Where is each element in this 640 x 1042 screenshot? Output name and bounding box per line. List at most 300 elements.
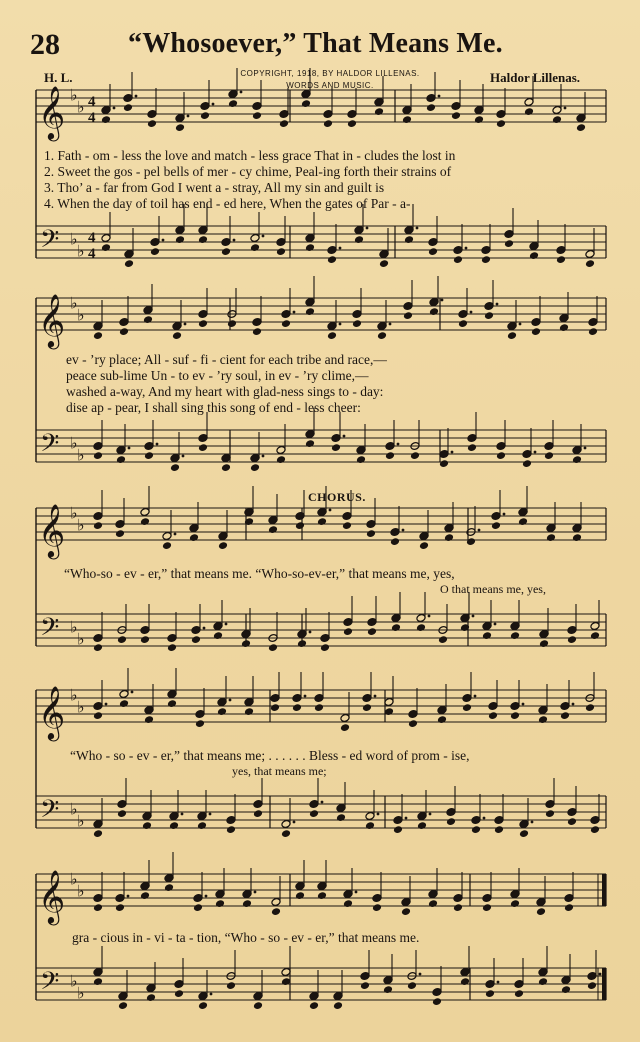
dot xyxy=(162,239,165,242)
chorus-line-2: “Who - so - ev - er,” that means me; . . . . . . Bless - ed word of prom - ise, xyxy=(70,748,470,763)
note-head xyxy=(401,907,411,916)
note-head xyxy=(93,903,103,912)
dot xyxy=(229,699,232,702)
note-head xyxy=(404,235,414,244)
note-head xyxy=(276,455,286,464)
dot xyxy=(478,529,481,532)
note-head xyxy=(117,809,127,818)
note-head xyxy=(585,259,595,268)
note-head xyxy=(253,809,263,818)
verse-4-line-b: dise ap - pear, I shall sing this song of end - less cheer: xyxy=(66,400,361,415)
note-head xyxy=(221,247,231,256)
note-head xyxy=(564,903,574,912)
note-head xyxy=(365,821,375,830)
note-head xyxy=(410,451,420,460)
dot xyxy=(135,95,138,98)
note-head xyxy=(305,307,315,316)
note-head xyxy=(115,903,125,912)
dot xyxy=(374,695,377,698)
dot xyxy=(212,103,215,106)
dot xyxy=(519,323,522,326)
note-head xyxy=(172,331,182,340)
dot xyxy=(465,247,468,250)
dot xyxy=(113,107,116,110)
note-head xyxy=(514,989,524,998)
dot xyxy=(156,443,159,446)
note-head xyxy=(252,111,262,120)
time-signature-bottom: 4 xyxy=(88,246,96,262)
copyright-line: COPYRIGHT, 1918, BY HALDOR LILLENAS. xyxy=(240,69,420,78)
time-signature-top: 4 xyxy=(88,94,96,110)
note-head xyxy=(270,703,280,712)
dot xyxy=(419,973,422,976)
note-head xyxy=(147,119,157,128)
dot xyxy=(429,813,432,816)
note-head xyxy=(118,1001,128,1010)
dot xyxy=(210,993,213,996)
note-head xyxy=(215,899,225,908)
note-head xyxy=(162,541,172,550)
note-head xyxy=(419,541,429,550)
note-head xyxy=(213,631,223,640)
flat-icon: ♭ xyxy=(77,985,85,1003)
note-head xyxy=(323,119,333,128)
dot xyxy=(564,107,567,110)
flat-icon: ♭ xyxy=(70,973,78,991)
note-head xyxy=(491,521,501,530)
note-head xyxy=(200,111,210,120)
note-head xyxy=(356,455,366,464)
note-head xyxy=(144,451,154,460)
treble-clef-icon: 𝄞 xyxy=(38,85,66,139)
flat-icon: ♭ xyxy=(77,99,85,117)
note-head xyxy=(343,899,353,908)
note-head xyxy=(297,639,307,648)
note-head xyxy=(93,521,103,530)
dot xyxy=(438,95,441,98)
note-head xyxy=(195,719,205,728)
note-head xyxy=(494,825,504,834)
dot xyxy=(416,227,419,230)
treble-clef-icon: 𝄞 xyxy=(38,685,66,739)
note-head xyxy=(281,319,291,328)
note-head xyxy=(218,541,228,550)
dot xyxy=(339,323,342,326)
hymn-title: “Whosoever,” That Means Me. xyxy=(128,28,503,59)
note-head xyxy=(545,809,555,818)
note-head xyxy=(93,451,103,460)
note-head xyxy=(561,985,571,994)
dot xyxy=(402,529,405,532)
flat-icon: ♭ xyxy=(70,231,78,249)
note-head xyxy=(391,623,401,632)
dot xyxy=(240,91,243,94)
note-head xyxy=(227,319,237,328)
chorus-line-1: “Who-so - ev - er,” that means me. “Who-so-ev-er,” that means me, yes, xyxy=(64,566,455,581)
flat-icon: ♭ xyxy=(70,871,78,889)
note-head xyxy=(101,115,111,124)
note-head xyxy=(429,307,439,316)
bass-clef-icon: 𝄢 xyxy=(40,967,60,1002)
note-head xyxy=(169,821,179,830)
dot xyxy=(209,813,212,816)
flat-icon: ♭ xyxy=(70,435,78,453)
note-head xyxy=(347,119,357,128)
verse-2-line-a: 2. Sweet the gos - pel bells of mer - cy chime, Peal-ing forth their strains of xyxy=(44,164,452,179)
note-head xyxy=(360,981,370,990)
note-head xyxy=(426,103,436,112)
note-head xyxy=(333,1001,343,1010)
note-head xyxy=(385,451,395,460)
chorus-line-1-alto: O that means me, yes, xyxy=(440,582,546,596)
note-head xyxy=(124,259,134,268)
note-head xyxy=(408,719,418,728)
note-head xyxy=(352,319,362,328)
note-head xyxy=(377,331,387,340)
note-head xyxy=(444,533,454,542)
note-head xyxy=(507,331,517,340)
note-head xyxy=(244,707,254,716)
dot xyxy=(304,695,307,698)
note-head xyxy=(174,989,184,998)
dot xyxy=(599,973,602,976)
note-head xyxy=(198,319,208,328)
note-head xyxy=(193,903,203,912)
note-head xyxy=(366,529,376,538)
dot xyxy=(225,623,228,626)
note-head xyxy=(510,899,520,908)
note-head xyxy=(228,99,238,108)
note-head xyxy=(191,635,201,644)
note-head xyxy=(317,891,327,900)
dot xyxy=(451,451,454,454)
note-head xyxy=(518,517,528,526)
dot xyxy=(329,509,332,512)
note-head xyxy=(198,1001,208,1010)
bass-clef-icon: 𝄢 xyxy=(40,613,60,648)
time-signature-bottom: 4 xyxy=(88,110,96,126)
note-head xyxy=(462,703,472,712)
dot xyxy=(105,703,108,706)
note-head xyxy=(560,711,570,720)
note-head xyxy=(327,255,337,264)
note-head xyxy=(536,907,546,916)
flat-icon: ♭ xyxy=(77,447,85,465)
note-head xyxy=(281,829,291,838)
note-head xyxy=(559,323,569,332)
note-head xyxy=(362,703,372,712)
dot xyxy=(377,813,380,816)
dot xyxy=(181,813,184,816)
note-head xyxy=(250,243,260,252)
note-head xyxy=(340,723,350,732)
note-head xyxy=(590,631,600,640)
note-head xyxy=(587,981,597,990)
note-head xyxy=(292,703,302,712)
time-signature-top: 4 xyxy=(88,230,96,246)
note-head xyxy=(437,715,447,724)
note-head xyxy=(458,319,468,328)
note-head xyxy=(428,247,438,256)
bass-clef-icon: 𝄢 xyxy=(40,429,60,464)
note-head xyxy=(519,829,529,838)
note-head xyxy=(522,459,532,468)
note-head xyxy=(590,825,600,834)
note-head xyxy=(504,239,514,248)
note-head xyxy=(374,107,384,116)
flat-icon: ♭ xyxy=(77,307,85,325)
note-head xyxy=(585,703,595,712)
verse-2-line-b: peace sub-lime Un - to ev - ’ry soul, in ev - ’ry clime,— xyxy=(66,368,369,383)
note-head xyxy=(481,255,491,264)
dot xyxy=(494,623,497,626)
dot xyxy=(531,821,534,824)
note-head xyxy=(379,259,389,268)
note-head xyxy=(276,247,286,256)
verse-3-line-b: washed a-way, And my heart with glad-ness sings to - day: xyxy=(66,384,384,399)
dot xyxy=(497,981,500,984)
verse-1-line-a: 1. Fath - om - less the love and match - less grace That in - cludes the lost in xyxy=(44,148,456,163)
note-head xyxy=(164,883,174,892)
dot xyxy=(127,895,130,898)
note-head xyxy=(93,829,103,838)
note-head xyxy=(438,635,448,644)
final-barline xyxy=(602,968,606,1000)
note-head xyxy=(496,119,506,128)
note-head xyxy=(241,639,251,648)
dot xyxy=(321,801,324,804)
note-head xyxy=(343,627,353,636)
verse-3-line-a: 3. Tho’ a - far from God I went a - stray, All my sin and guilt is xyxy=(44,180,385,195)
dot xyxy=(428,615,431,618)
note-head xyxy=(510,711,520,720)
note-head xyxy=(119,327,129,336)
flat-icon: ♭ xyxy=(77,699,85,717)
note-head xyxy=(167,699,177,708)
flat-icon: ♭ xyxy=(70,687,78,705)
note-head xyxy=(301,99,311,108)
dot xyxy=(184,323,187,326)
dot xyxy=(405,817,408,820)
note-head xyxy=(242,899,252,908)
note-head xyxy=(451,111,461,120)
note-head xyxy=(143,315,153,324)
dot xyxy=(309,631,312,634)
dot xyxy=(584,447,587,450)
note-head xyxy=(576,123,586,132)
note-head xyxy=(198,443,208,452)
dot xyxy=(472,615,475,618)
flat-icon: ♭ xyxy=(77,883,85,901)
note-head xyxy=(531,327,541,336)
flat-icon: ♭ xyxy=(77,517,85,535)
note-head xyxy=(572,455,582,464)
note-head xyxy=(467,443,477,452)
note-head xyxy=(305,243,315,252)
note-head xyxy=(140,635,150,644)
dot xyxy=(262,235,265,238)
note-head xyxy=(140,891,150,900)
dot xyxy=(366,227,369,230)
note-head xyxy=(142,821,152,830)
note-head xyxy=(416,623,426,632)
flat-icon: ♭ xyxy=(77,243,85,261)
note-head xyxy=(309,809,319,818)
note-head xyxy=(115,529,125,538)
note-head xyxy=(367,627,377,636)
note-head xyxy=(402,115,412,124)
dot xyxy=(131,691,134,694)
dot xyxy=(262,455,265,458)
final-barline xyxy=(602,874,606,906)
note-head xyxy=(93,977,103,986)
note-head xyxy=(529,251,539,260)
note-head xyxy=(119,699,129,708)
dot xyxy=(441,299,444,302)
note-head xyxy=(305,439,315,448)
note-head xyxy=(546,533,556,542)
note-head xyxy=(226,825,236,834)
note-head xyxy=(140,517,150,526)
note-head xyxy=(295,891,305,900)
note-head xyxy=(446,817,456,826)
note-head xyxy=(556,255,566,264)
note-head xyxy=(93,331,103,340)
note-head xyxy=(217,707,227,716)
note-head xyxy=(567,817,577,826)
note-head xyxy=(539,639,549,648)
note-head xyxy=(175,235,185,244)
note-head xyxy=(250,463,260,472)
note-head xyxy=(198,235,208,244)
composer-credit: Haldor Lillenas. xyxy=(490,70,581,85)
note-head xyxy=(428,899,438,908)
note-head xyxy=(572,533,582,542)
note-head xyxy=(342,521,352,530)
copyright-subline: WORDS AND MUSIC. xyxy=(286,81,374,90)
note-head xyxy=(150,247,160,256)
note-head xyxy=(588,327,598,336)
note-head xyxy=(383,985,393,994)
treble-clef-icon: 𝄞 xyxy=(38,869,66,923)
note-head xyxy=(474,115,484,124)
note-head xyxy=(197,821,207,830)
note-head xyxy=(538,715,548,724)
dot xyxy=(470,311,473,314)
note-head xyxy=(510,631,520,640)
note-head xyxy=(482,903,492,912)
note-head xyxy=(390,537,400,546)
note-head xyxy=(460,977,470,986)
note-head xyxy=(317,517,327,526)
note-head xyxy=(336,813,346,822)
flat-icon: ♭ xyxy=(77,813,85,831)
dot xyxy=(483,817,486,820)
note-head xyxy=(93,711,103,720)
hymn-number: 28 xyxy=(30,28,60,61)
bass-clef-icon: 𝄢 xyxy=(40,795,60,830)
dot xyxy=(128,447,131,450)
flat-icon: ♭ xyxy=(70,505,78,523)
note-head xyxy=(314,703,324,712)
dot xyxy=(182,455,185,458)
note-head xyxy=(170,463,180,472)
dot xyxy=(203,627,206,630)
note-head xyxy=(407,981,417,990)
note-head xyxy=(484,311,494,320)
note-head xyxy=(372,903,382,912)
note-head xyxy=(552,115,562,124)
flat-icon: ♭ xyxy=(70,87,78,105)
dot xyxy=(503,513,506,516)
flat-icon: ♭ xyxy=(70,801,78,819)
dot xyxy=(522,703,525,706)
note-head xyxy=(221,463,231,472)
dot xyxy=(389,323,392,326)
dot xyxy=(187,115,190,118)
note-head xyxy=(252,327,262,336)
note-head xyxy=(101,243,111,252)
note-head xyxy=(268,525,278,534)
note-head xyxy=(116,455,126,464)
note-head xyxy=(403,311,413,320)
dot xyxy=(496,303,499,306)
note-head xyxy=(295,521,305,530)
note-head xyxy=(253,1001,263,1010)
note-head xyxy=(123,103,133,112)
note-head xyxy=(538,977,548,986)
lyricist-credit: H. L. xyxy=(44,70,73,85)
dot xyxy=(233,239,236,242)
note-head xyxy=(309,1001,319,1010)
treble-clef-icon: 𝄞 xyxy=(38,503,66,557)
dot xyxy=(534,451,537,454)
dot xyxy=(397,443,400,446)
note-head xyxy=(393,825,403,834)
note-head xyxy=(320,643,330,652)
chorus-label: CHORUS. xyxy=(308,490,366,504)
dot xyxy=(293,311,296,314)
note-head xyxy=(453,903,463,912)
note-head xyxy=(117,635,127,644)
note-head xyxy=(93,643,103,652)
note-head xyxy=(189,533,199,542)
treble-clef-icon: 𝄞 xyxy=(38,293,66,347)
note-head xyxy=(496,451,506,460)
dot xyxy=(293,821,296,824)
note-head xyxy=(146,993,156,1002)
note-head xyxy=(268,643,278,652)
dot xyxy=(355,891,358,894)
note-head xyxy=(485,989,495,998)
note-head xyxy=(144,715,154,724)
dot xyxy=(205,895,208,898)
note-head xyxy=(167,643,177,652)
bass-clef-icon: 𝄢 xyxy=(40,225,60,260)
note-head xyxy=(524,107,534,116)
verse-4-line-a: 4. When the day of toil has end - ed here, When the gates of Par - a- xyxy=(44,196,411,211)
flat-icon: ♭ xyxy=(77,631,85,649)
chorus-line-2-alto: yes, that means me; xyxy=(232,764,327,778)
flat-icon: ♭ xyxy=(70,295,78,313)
note-head xyxy=(226,981,236,990)
note-head xyxy=(271,907,281,916)
chorus-line-3: gra - cious in - vi - ta - tion, “Who - so - ev - er,” that means me. xyxy=(72,930,420,945)
dot xyxy=(343,435,346,438)
dot xyxy=(474,695,477,698)
verse-1-line-b: ev - ’ry place; All - suf - fi - cient for each tribe and race,— xyxy=(66,352,387,367)
note-head xyxy=(175,123,185,132)
